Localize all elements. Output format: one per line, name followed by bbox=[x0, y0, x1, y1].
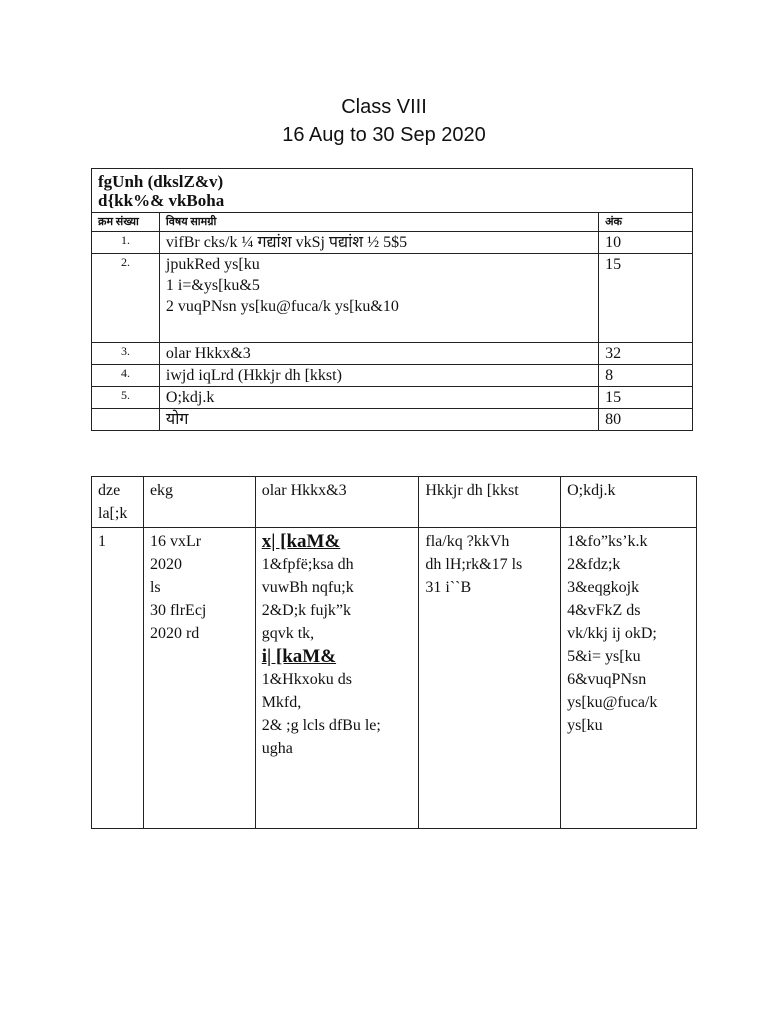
vyakaran-line: vk/kkj ij okD; bbox=[567, 625, 657, 642]
row-content: vifBr cks/k ¼ गद्यांश vkSj पद्यांश ½ 5$5 bbox=[159, 232, 598, 254]
page-title: Class VIII bbox=[341, 96, 427, 118]
gadya-line: vuwBh nqfu;k bbox=[261, 579, 354, 596]
gadya-line: gqvk tk, bbox=[261, 625, 315, 642]
page-subtitle: 16 Aug to 30 Sep 2020 bbox=[282, 124, 486, 146]
gadya-line: 2&D;k fujk”k bbox=[261, 602, 352, 619]
vyakaran-line: 2&fdz;k bbox=[567, 556, 621, 573]
row-marks: 32 bbox=[599, 343, 693, 365]
padya-line: Mkfd, bbox=[261, 694, 302, 711]
month-line: 2020 rd bbox=[149, 625, 200, 642]
row-num: 5. bbox=[92, 387, 160, 409]
row-marks: 10 bbox=[599, 232, 693, 254]
col-header-vasant: olar Hkkx&3 bbox=[255, 477, 419, 528]
vyakaran-line: ys[ku@fuca/k bbox=[567, 694, 658, 711]
row-vasant bbox=[255, 528, 419, 829]
total-label: योग bbox=[159, 409, 598, 431]
table-row bbox=[92, 365, 693, 387]
marks-table bbox=[91, 168, 693, 431]
table-row bbox=[92, 343, 693, 365]
total-empty-cell bbox=[92, 409, 160, 431]
padya-line: 2& ;g lcls dfBu le; bbox=[261, 717, 381, 734]
row-content-line: 1 i=&ys[ku&5 bbox=[165, 277, 260, 294]
row-content: O;kdj.k bbox=[159, 387, 598, 409]
col-header-content: विषय सामग्री bbox=[159, 213, 598, 232]
padya-line: 1&Hkxoku ds bbox=[261, 671, 352, 688]
row-month bbox=[143, 528, 255, 829]
vyakaran-line: 5&i= ys[ku bbox=[567, 648, 641, 665]
col-header-serial: क्रम संख्या bbox=[92, 213, 160, 232]
row-content: olar Hkkx&3 bbox=[159, 343, 598, 365]
month-line: 2020 bbox=[149, 556, 182, 573]
table-row bbox=[92, 254, 693, 343]
col-header-vyakaran: O;kdj.k bbox=[561, 477, 697, 528]
row-marks: 15 bbox=[599, 387, 693, 409]
row-vyakaran bbox=[561, 528, 697, 829]
table-row bbox=[92, 232, 693, 254]
vyakaran-line: 3&eqgkojk bbox=[567, 579, 640, 596]
bharat-line: dh lH;rk&17 ls bbox=[425, 556, 523, 573]
row-num: 1 bbox=[92, 528, 144, 829]
row-num: 4. bbox=[92, 365, 160, 387]
month-line: 30 flrEcj bbox=[149, 602, 207, 619]
vyakaran-line: 1&fo”ks’k.k bbox=[567, 533, 648, 550]
vyakaran-line: ys[ku bbox=[567, 717, 603, 734]
row-bharat bbox=[419, 528, 561, 829]
row-marks: 8 bbox=[599, 365, 693, 387]
bharat-line: fla/kq ?kkVh bbox=[425, 533, 510, 550]
row-num: 3. bbox=[92, 343, 160, 365]
row-content-line: 2 vuqPNsn ys[ku@fuca/k ys[ku&10 bbox=[165, 298, 399, 315]
vyakaran-line: 4&vFkZ ds bbox=[567, 602, 641, 619]
vyakaran-line: 6&vuqPNsn bbox=[567, 671, 647, 688]
total-row bbox=[92, 409, 693, 431]
col-header-serial: dze la[;k bbox=[92, 477, 144, 528]
row-content-line: jpukRed ys[ku bbox=[165, 256, 260, 273]
row-content bbox=[159, 254, 598, 343]
col-header-month: ekg bbox=[143, 477, 255, 528]
col-header-bharat: Hkkjr dh [kkst bbox=[419, 477, 561, 528]
table-row bbox=[92, 528, 697, 829]
col-header-marks: अंक bbox=[599, 213, 693, 232]
schedule-table bbox=[91, 476, 697, 829]
padya-line: ugha bbox=[261, 740, 293, 757]
heading-line-2: d{kk%& vkBoha bbox=[98, 191, 225, 210]
month-line: ls bbox=[149, 579, 161, 596]
row-num: 2. bbox=[92, 254, 160, 343]
bharat-line: 31 i``B bbox=[425, 579, 472, 596]
row-content: iwjd iqLrd (Hkkjr dh [kkst) bbox=[159, 365, 598, 387]
month-line: 16 vxLr bbox=[149, 533, 202, 550]
gadya-line: 1&fpfë;ksa dh bbox=[261, 556, 354, 573]
row-num: 1. bbox=[92, 232, 160, 254]
section-gadya-title: x| [kaM& bbox=[261, 531, 341, 552]
total-marks: 80 bbox=[599, 409, 693, 431]
heading-line-1: fgUnh (dkslZ&v) bbox=[98, 172, 224, 191]
table-row bbox=[92, 387, 693, 409]
section-padya-title: i| [kaM& bbox=[261, 646, 337, 667]
row-marks: 15 bbox=[599, 254, 693, 343]
table1-heading bbox=[92, 169, 693, 213]
